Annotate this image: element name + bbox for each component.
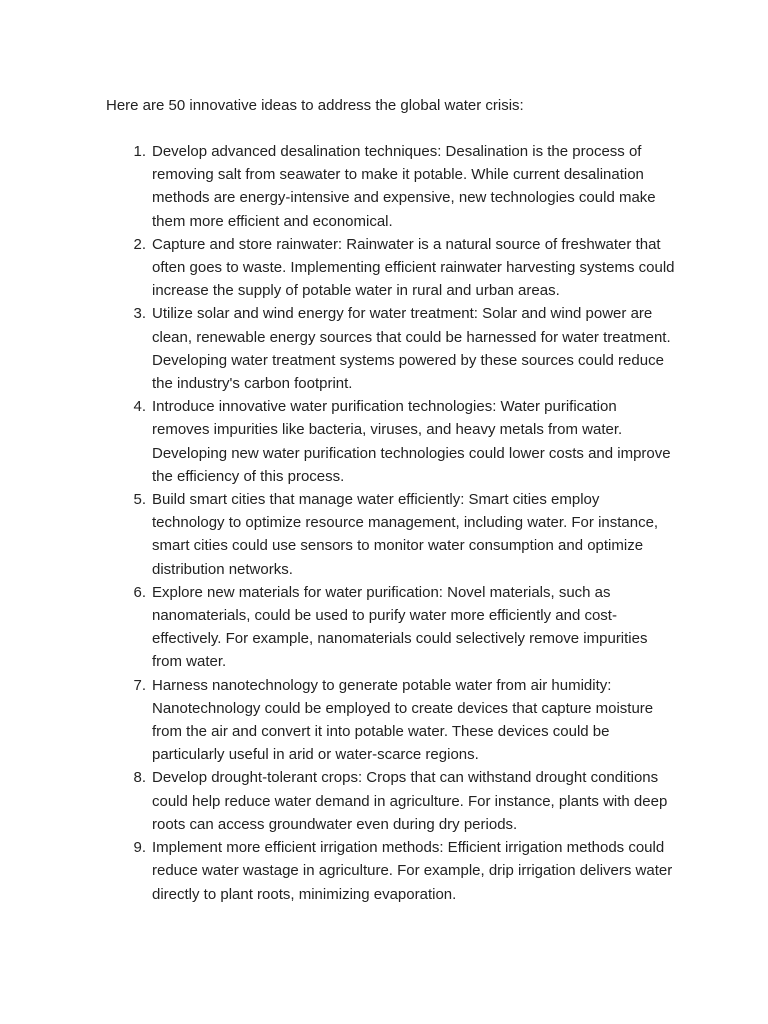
list-item-number: 3. [133, 305, 146, 323]
list-item [106, 140, 676, 233]
list-item-number: 6. [133, 583, 146, 601]
list-item-number: 4. [133, 398, 146, 416]
list-item [106, 581, 676, 674]
list-item-text: Implement more efficient irrigation methods: Efficient irrigation methods could reduce water wastage in agriculture. For example, drip irrigation delivers water directly to plant roots, minimizing evaporation. [152, 839, 673, 903]
list-item [106, 395, 676, 488]
list-item [106, 233, 676, 303]
list-item-text: Utilize solar and wind energy for water treatment: Solar and wind power are clean, renewable energy sources that could be harnessed for water treatment. Developing water treatment systems powered by these sources could reduce the industry's carbon footprint. [152, 305, 671, 393]
list-item [106, 488, 676, 581]
ideas-list [106, 140, 676, 906]
list-item-number: 2. [133, 235, 146, 253]
list-item-text: Build smart cities that manage water efficiently: Smart cities employ technology to optimize resource management, including water. For instance, smart cities could use sensors to monitor water consumption and optimize distribution networks. [152, 491, 659, 578]
list-item-text: Harness nanotechnology to generate potable water from air humidity: Nanotechnology could be employed to create devices that capture moisture from the air and convert it into potable water. These devices could be particularly useful in arid or water-scarce regions. [152, 676, 654, 764]
intro-paragraph: Here are 50 innovative ideas to address the global water crisis: [106, 97, 524, 114]
list-item [106, 674, 676, 767]
list-item-text: Develop drought-tolerant crops: Crops that can withstand drought conditions could help reduce water demand in agriculture. For instance, plants with deep roots can access groundwater even during dry periods. [152, 769, 668, 833]
list-item-number: 8. [133, 769, 146, 787]
list-item-text: Capture and store rainwater: Rainwater is a natural source of freshwater that often goes to waste. Implementing efficient rainwater harvesting systems could increase the supply of potable water in rural and urban areas. [152, 235, 675, 300]
list-item [106, 836, 676, 906]
list-item [106, 302, 676, 395]
list-item-number: 7. [133, 676, 146, 694]
list-item-number: 1. [133, 143, 146, 160]
list-item-text: Introduce innovative water purification technologies: Water purification removes impurities like bacteria, viruses, and heavy metals from water. Developing new water purification technologies could lower costs and improve the efficiency of this process. [152, 398, 671, 485]
list-item-number: 9. [133, 839, 146, 857]
list-item-text: Explore new materials for water purification: Novel materials, such as nanomaterials, could be used to purify water more efficiently and cost-effectively. For example, nanomaterials could selectively remove impurities from water. [152, 583, 648, 671]
list-item [106, 766, 676, 836]
list-item-number: 5. [133, 491, 146, 509]
list-item-text: Develop advanced desalination techniques: Desalination is the process of removing salt from seawater to make it potable. While current desalination methods are energy-intensive and expensive, new technologies could make them more efficient and economical. [152, 143, 656, 230]
